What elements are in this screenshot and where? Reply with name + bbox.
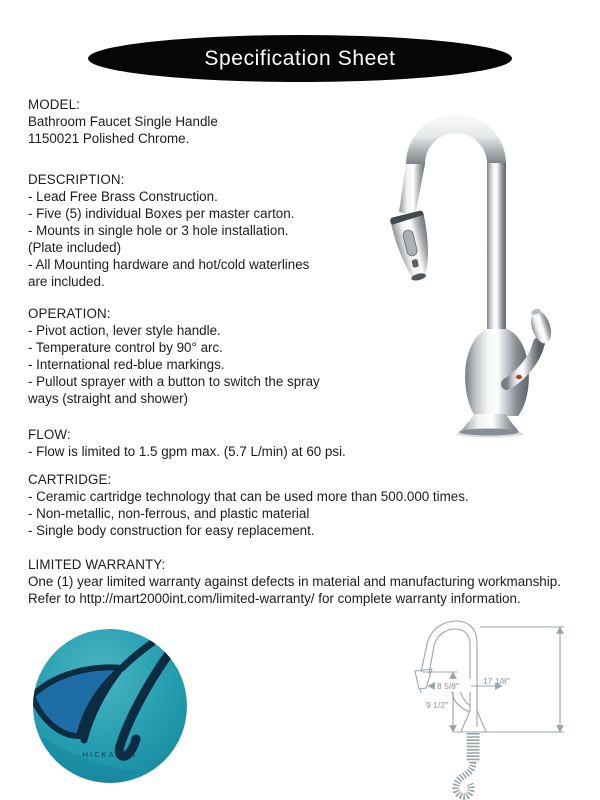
section-heading: OPERATION:	[28, 306, 111, 321]
spec-line: Refer to http://mart2000int.com/limited-warranty/ for complete warranty information.	[28, 591, 521, 606]
page-title: Specification Sheet	[204, 46, 396, 70]
faucet-downtube	[399, 164, 425, 216]
spec-line: - Mounts in single hole or 3 hole installation.	[28, 223, 289, 238]
section-heading: MODEL:	[28, 97, 80, 112]
spec-line: - Pullout sprayer with a button to switch the spray	[28, 374, 320, 389]
faucet-handle-knob	[527, 307, 555, 346]
spec-line: - Flow is limited to 1.5 gpm max. (5.7 L/min) at 60 psi.	[28, 444, 346, 459]
faucet-gooseneck	[406, 114, 506, 164]
dim-reach-label: 8 5/8"	[437, 681, 459, 691]
drawing-hose-coil	[456, 762, 473, 796]
spec-line: - Lead Free Brass Construction.	[28, 189, 218, 204]
drawing-body	[461, 710, 470, 732]
section-lines	[28, 488, 469, 539]
pullout-sprayer	[390, 210, 439, 283]
spec-line: - Non-metallic, non-ferrous, and plastic material	[28, 506, 310, 521]
section-lines	[28, 573, 561, 607]
section-heading: DESCRIPTION:	[28, 172, 125, 187]
spec-section	[28, 426, 346, 460]
header-banner	[88, 35, 512, 82]
spec-section	[28, 96, 218, 147]
section-lines	[28, 322, 320, 407]
spec-line: - Ceramic cartridge technology that can be used more than 500.000 times.	[28, 489, 469, 504]
section-lines	[28, 113, 218, 147]
spec-line: - Single body construction for easy replacement.	[28, 523, 315, 538]
section-heading: FLOW:	[28, 427, 71, 442]
spec-line: Bathroom Faucet Single Handle	[28, 114, 218, 129]
spec-line: - Temperature control by 90° arc.	[28, 340, 223, 355]
spec-line: - International red-blue markings.	[28, 357, 225, 372]
spec-section	[28, 171, 309, 290]
spec-line: ways (straight and shower)	[28, 391, 189, 406]
spec-section	[28, 471, 469, 539]
spec-line: - All Mounting hardware and hot/cold waterlines	[28, 257, 310, 272]
section-heading: LIMITED WARRANTY:	[28, 557, 166, 572]
section-lines	[28, 188, 309, 290]
section-lines	[28, 443, 346, 460]
dimension-drawing	[390, 615, 600, 800]
spec-line: are included.	[28, 274, 105, 289]
spec-line: One (1) year limited warranty against defects in material and manufacturing workmanship.	[28, 574, 561, 589]
spec-section	[28, 556, 561, 607]
spec-section	[28, 305, 320, 407]
spec-line: - Pivot action, lever style handle.	[28, 323, 221, 338]
section-heading: CARTRIDGE:	[28, 472, 112, 487]
hot-marking-dot	[516, 375, 522, 379]
dim-spout-height-label: 9 1/2"	[426, 700, 448, 710]
faucet-photo	[380, 100, 590, 445]
faucet-riser-pipe	[487, 163, 506, 335]
logo-brand-text: HICKARUS	[82, 750, 138, 759]
dim-height-label: 17 1/8"	[483, 676, 510, 686]
spec-line: 1150021 Polished Chrome.	[28, 131, 190, 146]
drawing-spout-outline	[429, 629, 470, 710]
spec-line: (Plate included)	[28, 240, 122, 255]
spec-line: - Five (5) individual Boxes per master carton.	[28, 206, 295, 221]
brand-logo	[28, 624, 192, 788]
drawing-body	[477, 710, 486, 732]
